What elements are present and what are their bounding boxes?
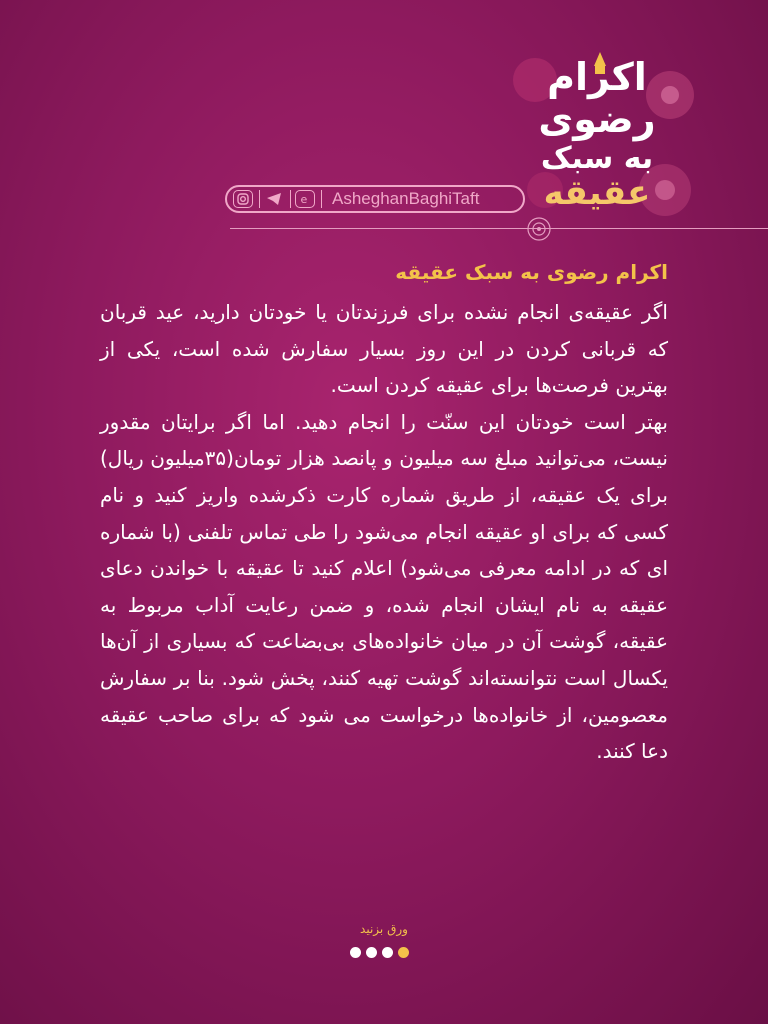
instagram-icon[interactable] [233, 190, 253, 208]
page-dot[interactable] [366, 947, 377, 958]
social-bar [225, 185, 525, 213]
page-indicator [350, 947, 409, 958]
channel-handle[interactable]: AsheghanBaghiTaft [332, 189, 480, 208]
divider-line [259, 190, 260, 208]
article-paragraph-2: بهتر است خودتان این سنّت را انجام دهید. اما اگر برایتان مقدور نیست، می‌توانید مبلغ سه میلیون و پانصد هزار تومان(۳۵میلیون ریال) برای یک عقیقه، از طریق شماره کارت ذکرشده واریز کنید و نام کسی که برای او عقیقه انجام می‌شود را طی تماس تلفنی (با شماره ای که در ادامه معرفی می‌شود) اعلام کنید تا عقیقه با خواندن دعای عقیقه به نام ایشان انجام شده، و ضمن رعایت آداب مربوط به عقیقه، گوشت آن در میان خانواده‌های بی‌بضاعت که بسیاری از آن‌ها یکسال است نتوانسته‌اند گوشت تهیه کنند، پخش شود. بنا بر سفارش معصومین، از خانواده‌ها درخواست می شود که برای صاحب عقیقه دعا کنند. [100, 409, 668, 764]
swipe-hint: ورق بزنید [360, 922, 408, 936]
logo-line-4: عقیقه [543, 173, 651, 213]
rosette-ornament [526, 216, 552, 242]
page-dot[interactable] [350, 947, 361, 958]
logo-line-3: به سبک [540, 141, 654, 176]
eitaa-icon[interactable] [295, 190, 315, 208]
svg-text:e: e [300, 193, 308, 205]
divider-line [321, 190, 322, 208]
logo [512, 55, 682, 213]
divider-line [290, 190, 291, 208]
logo-line-2: رضوی [538, 97, 656, 141]
article-title: اکرام رضوی به سبک عقیقه [395, 260, 668, 284]
header-divider [230, 228, 768, 229]
article [100, 260, 668, 770]
article-paragraph-1: اگر عقیقه‌ی انجام نشده برای فرزندتان یا خودتان دارید، عید قربان که قربانی کردن در این روز بسیار سفارش شده است، یکی از بهترین فرصت‌ها برای عقیقه کردن است. [100, 300, 668, 398]
telegram-icon[interactable] [264, 190, 284, 208]
page-dot-active[interactable] [398, 947, 409, 958]
logo-line-1: اکرام [547, 55, 647, 99]
page-dot[interactable] [382, 947, 393, 958]
